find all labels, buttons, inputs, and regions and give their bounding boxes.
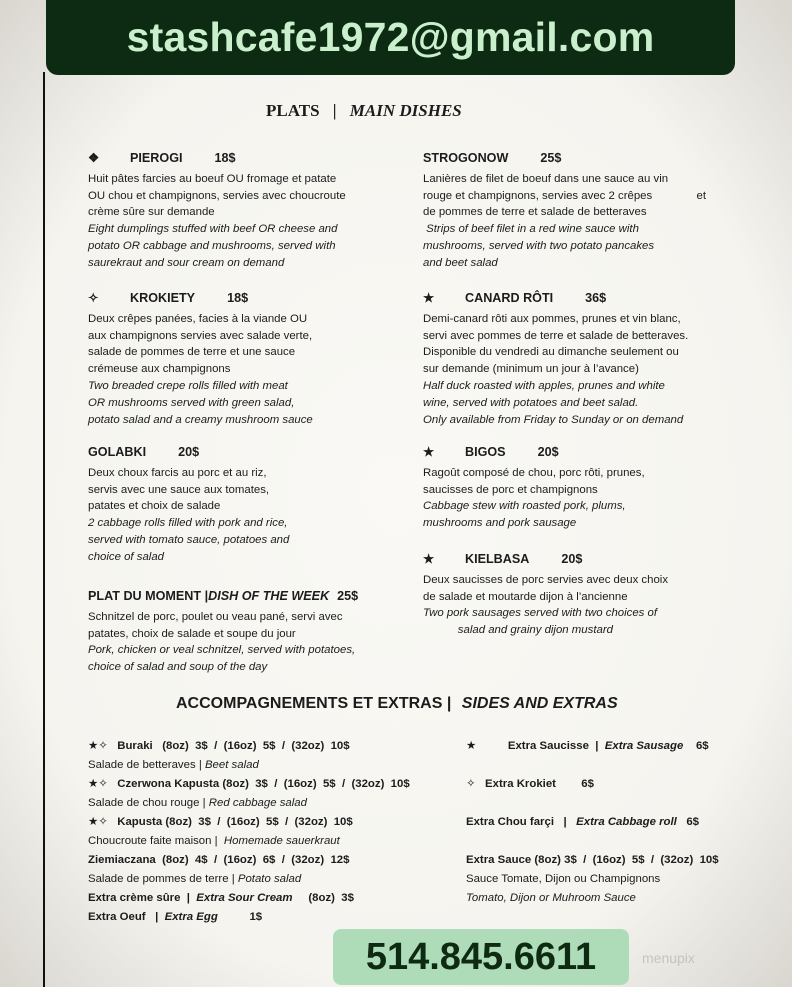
side-text: Buraki (8oz) 3$ / (16oz) 5$ / (32oz) 10$ — [117, 740, 350, 752]
dish-name: KROKIETY — [130, 291, 196, 305]
description-en: potato OR cabbage and mushrooms, served with — [88, 239, 336, 252]
marker-icon: ❖ — [88, 151, 100, 165]
dish-name: BIGOS — [465, 445, 506, 459]
dish-canard — [423, 290, 688, 428]
side-row — [466, 873, 660, 886]
description-en: saurekraut and sour cream on demand — [88, 256, 285, 269]
side-text: ★✧ — [88, 740, 118, 752]
side-row — [88, 816, 353, 829]
description-en: Half duck roasted with apples, prunes and white — [423, 379, 665, 392]
description-fr: patates, choix de salade et soupe du jour — [88, 627, 296, 640]
dish-bigos — [423, 444, 645, 532]
marker-icon: ★ — [423, 291, 435, 305]
description-en: 2 cabbage rolls filled with pork and rice, — [88, 517, 288, 530]
side-row — [88, 740, 350, 753]
description-en: Only available from Friday to Sunday or on demand — [423, 413, 684, 426]
side-text: 6$ — [683, 740, 709, 752]
description-fr: saucisses de porc et champignons — [423, 483, 598, 496]
dish-price: 25$ — [540, 151, 562, 165]
dish-plat — [88, 588, 358, 676]
dish-name-en: DISH OF THE WEEK — [208, 589, 330, 603]
side-row — [466, 892, 636, 905]
title-en: MAIN DISHES — [349, 101, 462, 120]
side-row — [88, 911, 262, 924]
dish-name: STROGONOW — [423, 151, 509, 165]
description-fr: crémeuse aux champignons — [88, 363, 231, 376]
description-fr: Deux choux farcis au porc et au riz, — [88, 466, 267, 479]
description-fr: Schnitzel de porc, poulet ou veau pané, servi avec — [88, 610, 343, 623]
dish-golabki — [88, 444, 289, 566]
side-text: Extra Egg — [164, 911, 218, 923]
side-text: Salade de pommes de terre | — [88, 873, 238, 885]
side-text: Ziemiaczana (8oz) 4$ / (16oz) 6$ / (32oz) 12$ — [88, 854, 350, 866]
side-row — [88, 854, 349, 867]
title-fr: PLATS — [266, 101, 320, 120]
description-en: Eight dumplings stuffed with beef OR cheese and — [88, 223, 338, 236]
side-text: Tomato, Dijon or Muhroom Sauce — [466, 892, 636, 904]
dish-heading — [88, 150, 346, 167]
main-dishes-title — [266, 101, 462, 121]
description-fr: OU chou et champignons, servies avec choucroute — [88, 189, 346, 202]
side-text: Extra Sour Cream — [196, 892, 293, 904]
dish-price: 20$ — [537, 445, 559, 459]
dish-price: 20$ — [561, 552, 583, 566]
description-fr: sur demande (minimum un jour à l’avance) — [423, 363, 639, 376]
side-text: Sauce Tomate, Dijon ou Champignons — [466, 873, 661, 885]
side-text: (8oz) 3$ — [292, 892, 354, 904]
sides-title-fr: ACCOMPAGNEMENTS ET EXTRAS | — [176, 695, 452, 712]
side-row — [466, 854, 719, 867]
side-text: Extra Oeuf | — [88, 911, 165, 923]
side-row — [88, 797, 307, 810]
side-text: Extra Chou farçi | — [466, 816, 577, 828]
dish-name: PLAT DU MOMENT | — [88, 589, 209, 603]
dish-price: 18$ — [214, 151, 236, 165]
description-en: salad and grainy dijon mustard — [423, 624, 613, 637]
description-fr: salade de pommes de terre et une sauce — [88, 346, 296, 359]
dish-heading — [423, 444, 645, 461]
description-en: wine, served with potatoes and beet salad. — [423, 396, 639, 409]
description-en: OR mushrooms served with green salad, — [88, 396, 295, 409]
dish-strogonow — [423, 150, 706, 272]
side-text: Extra Sausage — [604, 740, 684, 752]
description-en: mushrooms and pork sausage — [423, 517, 577, 530]
side-text: Homemade sauerkraut — [223, 835, 340, 847]
description-en: choice of salad and soup of the day — [88, 661, 268, 674]
side-text: Beet salad — [204, 759, 259, 771]
side-row — [466, 778, 594, 791]
side-text: Extra crème sûre | — [88, 892, 197, 904]
side-row — [88, 759, 259, 772]
dish-heading — [423, 150, 706, 167]
dish-name: PIEROGI — [130, 151, 183, 165]
side-row — [88, 778, 410, 791]
description-fr: aux champignons servies avec salade verte, — [88, 329, 313, 342]
side-text: ★ — [466, 740, 508, 752]
side-row — [88, 835, 340, 848]
side-text: ★✧ — [88, 778, 118, 790]
description-fr: de salade et moutarde dijon à l’ancienne — [423, 590, 628, 603]
description-fr: patates et choix de salade — [88, 500, 221, 513]
side-text: 1$ — [217, 911, 263, 923]
description-en: and beet salad — [423, 256, 498, 269]
description-fr: Ragoût composé de chou, porc rôti, prunes, — [423, 466, 645, 479]
dish-name: GOLABKI — [88, 445, 147, 459]
side-text: Kapusta (8oz) 3$ / (16oz) 5$ / (32oz) 10$ — [117, 816, 353, 828]
side-text: Extra Krokiet 6$ — [485, 778, 594, 790]
phone-number[interactable]: 514.845.6611 — [333, 929, 629, 985]
description-en: Two breaded crepe rolls filled with meat — [88, 379, 288, 392]
page-edge-line — [43, 72, 45, 987]
description-fr: crème sûre sur demande — [88, 206, 215, 219]
dish-pierogi — [88, 150, 346, 272]
side-text: ★✧ — [88, 816, 118, 828]
side-text: Extra Cabbage roll — [576, 816, 677, 828]
description-en: Cabbage stew with roasted pork, plums, — [423, 500, 626, 513]
side-text: Extra Saucisse | — [507, 740, 605, 752]
dish-price: 36$ — [585, 291, 607, 305]
description-fr: Demi-canard rôti aux pommes, prunes et vin blanc, — [423, 312, 681, 325]
dish-name: KIELBASA — [465, 552, 530, 566]
side-text: ✧ — [466, 778, 486, 790]
description-en: served with tomato sauce, potatoes and — [88, 533, 290, 546]
side-row — [466, 816, 699, 829]
description-fr: servi avec pommes de terre et salade de betteraves. — [423, 329, 689, 342]
description-fr: Deux saucisses de porc servies avec deux choix — [423, 573, 669, 586]
side-text: Potato salad — [237, 873, 302, 885]
dish-heading — [423, 551, 668, 568]
dish-name: CANARD RÔTI — [465, 291, 554, 305]
side-row — [466, 740, 709, 753]
description-en: choice of salad — [88, 550, 164, 563]
dish-krokiety — [88, 290, 313, 428]
description-en: Strips of beef filet in a red wine sauce with — [423, 223, 639, 236]
description-en: Two pork sausages served with two choices of — [423, 607, 658, 620]
description-fr: Huit pâtes farcies au boeuf OU fromage et patate — [88, 172, 337, 185]
side-text: 6$ — [676, 816, 699, 828]
dish-kielbasa — [423, 551, 668, 639]
dish-price: 25$ — [337, 589, 359, 603]
dish-heading — [88, 444, 289, 461]
email-banner[interactable]: stashcafe1972@gmail.com — [46, 0, 735, 75]
description-fr: Lanières de filet de boeuf dans une sauce au vin — [423, 172, 669, 185]
sides-title — [176, 695, 618, 713]
title-separator: | — [332, 101, 337, 120]
side-text: Salade de chou rouge | — [88, 797, 209, 809]
description-fr: Deux crêpes panées, facies à la viande OU — [88, 312, 308, 325]
description-fr: Disponible du vendredi au dimanche seulement ou — [423, 346, 679, 359]
marker-icon: ✧ — [88, 291, 99, 305]
description-en: Pork, chicken or veal schnitzel, served with potatoes, — [88, 644, 356, 657]
dish-heading — [88, 588, 358, 605]
dish-price: 20$ — [178, 445, 200, 459]
dish-price: 18$ — [227, 291, 249, 305]
side-row — [88, 892, 354, 905]
side-row — [88, 873, 301, 886]
side-text: Red cabbage salad — [208, 797, 307, 809]
watermark: menupix — [642, 950, 695, 966]
side-text: Czerwona Kapusta (8oz) 3$ / (16oz) 5$ / (32oz) 10$ — [117, 778, 410, 790]
side-text: Salade de betteraves | — [88, 759, 205, 771]
description-fr: rouge et champignons, servies avec 2 crêpes et — [423, 189, 707, 202]
description-fr: servis avec une sauce aux tomates, — [88, 483, 270, 496]
marker-icon: ★ — [423, 445, 435, 459]
description-fr: de pommes de terre et salade de betteraves — [423, 206, 647, 219]
marker-icon: ★ — [423, 552, 435, 566]
description-en: potato salad and a creamy mushroom sauce — [88, 413, 313, 426]
dish-heading — [88, 290, 313, 307]
side-text: Extra Sauce (8oz) 3$ / (16oz) 5$ / (32oz) 10$ — [466, 854, 719, 866]
sides-title-en: SIDES AND EXTRAS — [461, 695, 618, 712]
description-en: mushrooms, served with two potato pancakes — [423, 239, 655, 252]
dish-heading — [423, 290, 688, 307]
side-text: Choucroute faite maison | — [88, 835, 224, 847]
